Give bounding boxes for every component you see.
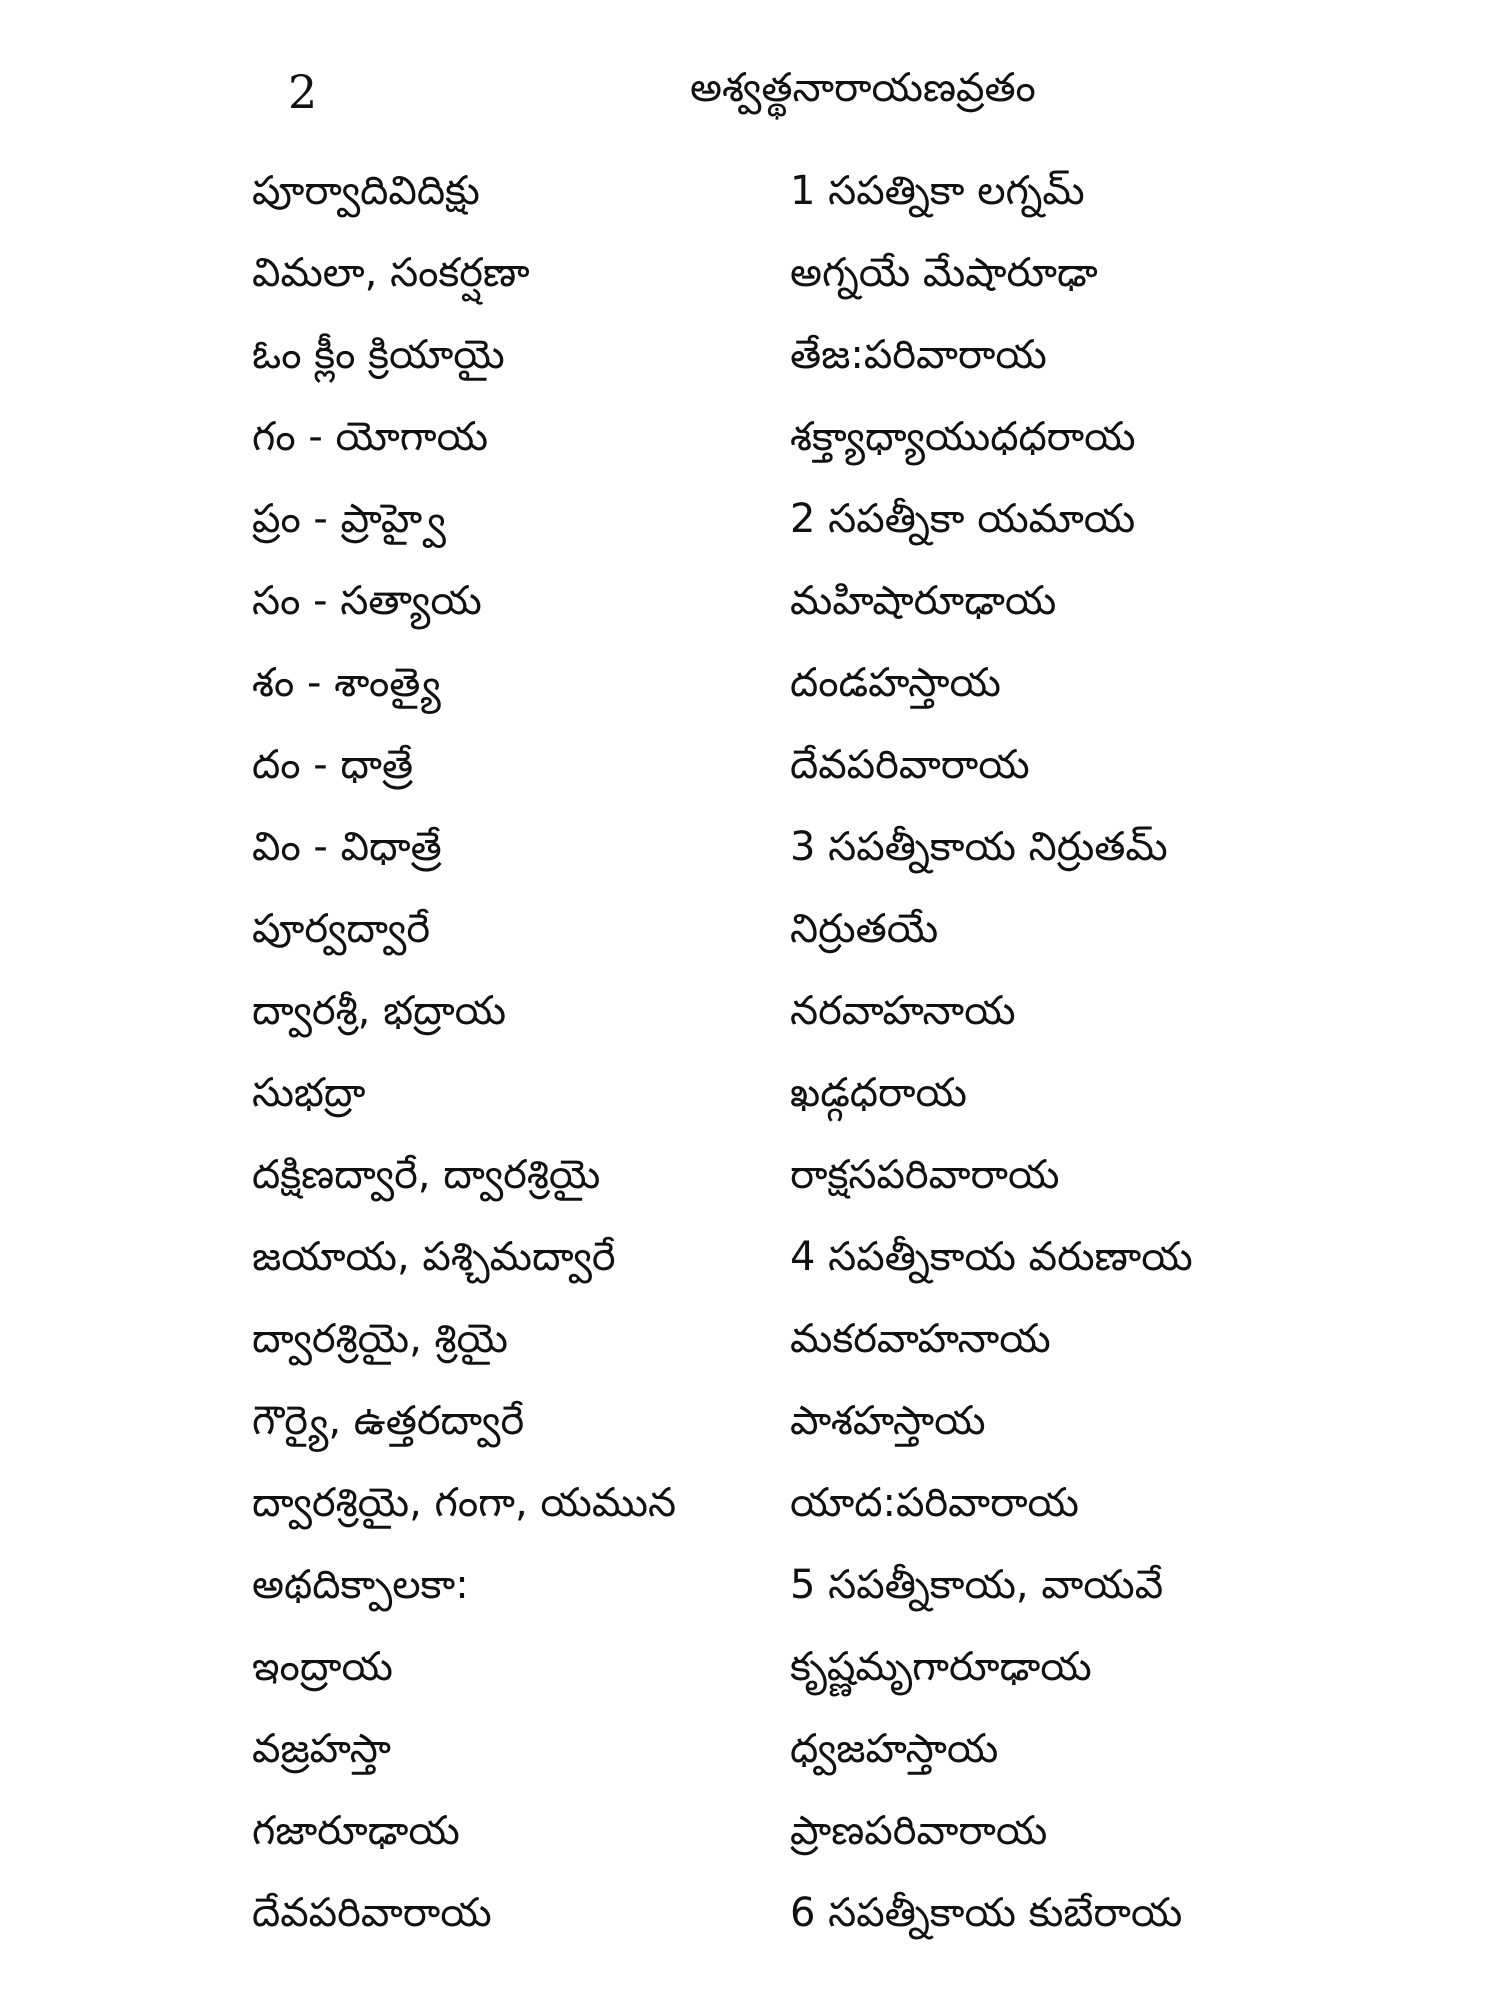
right-line: శక్త్యాధ్యాయుధధరాయ	[790, 414, 1136, 460]
left-line: విం - విధాత్రే	[252, 824, 442, 870]
left-line: గౌర్యై, ఉత్తరద్వారే	[252, 1398, 525, 1444]
page-number: 2	[288, 65, 318, 119]
left-line: సుభద్రా	[252, 1070, 366, 1116]
left-line: దక్షిణద్వారే, ద్వారశ్రియై	[252, 1152, 601, 1198]
right-line: అగ్నయే మేషారూఢా	[790, 250, 1098, 296]
right-line: 1 సపత్నికా లగ్నమ్	[790, 168, 1085, 214]
right-line: దేవపరివారాయ	[790, 742, 1030, 788]
right-column	[790, 150, 1410, 1954]
left-line: దం - ధాత్రే	[252, 742, 414, 788]
right-line: మకరవాహనాయ	[790, 1316, 1051, 1362]
right-line: ఖడ్గధరాయ	[790, 1070, 967, 1116]
right-line: 6 సపత్నీకాయ కుబేరాయ	[790, 1890, 1183, 1936]
left-line: విమలా, సంకర్షణా	[252, 250, 530, 296]
right-line: రాక్షసపరివారాయ	[790, 1152, 1060, 1198]
left-line: ద్వారశ్రియై, శ్రియై	[252, 1316, 508, 1362]
right-line: నిర్రుతయే	[790, 906, 939, 952]
left-line: ద్వారశ్రీ, భద్రాయ	[252, 988, 507, 1034]
page-header	[0, 52, 1500, 122]
right-line: కృష్ణమృగారూఢాయ	[790, 1644, 1092, 1690]
right-line: పాశహస్తాయ	[790, 1398, 986, 1444]
left-line: ద్వారశ్రియై, గంగా, యమున	[252, 1480, 677, 1526]
right-line: ప్రాణపరివారాయ	[790, 1808, 1048, 1854]
left-line: సం - సత్యాయ	[252, 578, 482, 624]
left-line: గం - యోగాయ	[252, 414, 489, 460]
left-line: ప్రం - ప్రాహ్వై	[252, 496, 446, 542]
left-line: అథదిక్పాలకా:	[252, 1562, 469, 1608]
right-line: 3 సపత్నీకాయ నిర్రుతమ్	[790, 824, 1168, 870]
right-line: మహిషారూఢాయ	[790, 578, 1057, 624]
right-line: 4 సపత్నీకాయ వరుణాయ	[790, 1234, 1193, 1280]
right-line: నరవాహనాయ	[790, 988, 1016, 1034]
left-line: దేవపరివారాయ	[252, 1890, 492, 1936]
left-line: జయాయ, పశ్చిమద్వారే	[252, 1234, 616, 1280]
right-line: తేజ:పరివారాయ	[790, 332, 1047, 378]
left-line: ఇంద్రాయ	[252, 1644, 393, 1690]
running-title: అశ్వత్థనారాయణవ్రతం	[690, 65, 1036, 111]
left-line: పూర్వాదివిదిక్షు	[252, 168, 480, 214]
left-line: శం - శాంత్యై	[252, 660, 441, 706]
right-line: యాద:పరివారాయ	[790, 1480, 1079, 1526]
left-line: గజారూఢాయ	[252, 1808, 460, 1854]
right-line: దండహస్తాయ	[790, 660, 1001, 706]
left-line: వజ్రహస్తా	[252, 1726, 391, 1772]
left-line: ఓం క్లీం క్రియాయై	[252, 332, 505, 378]
left-line: పూర్వద్వారే	[252, 906, 431, 952]
right-line: 5 సపత్నీకాయ, వాయవే	[790, 1562, 1164, 1608]
right-line: ధ్వజహస్తాయ	[790, 1726, 999, 1772]
left-column	[252, 150, 872, 1954]
right-line: 2 సపత్నీకా యమాయ	[790, 496, 1136, 542]
